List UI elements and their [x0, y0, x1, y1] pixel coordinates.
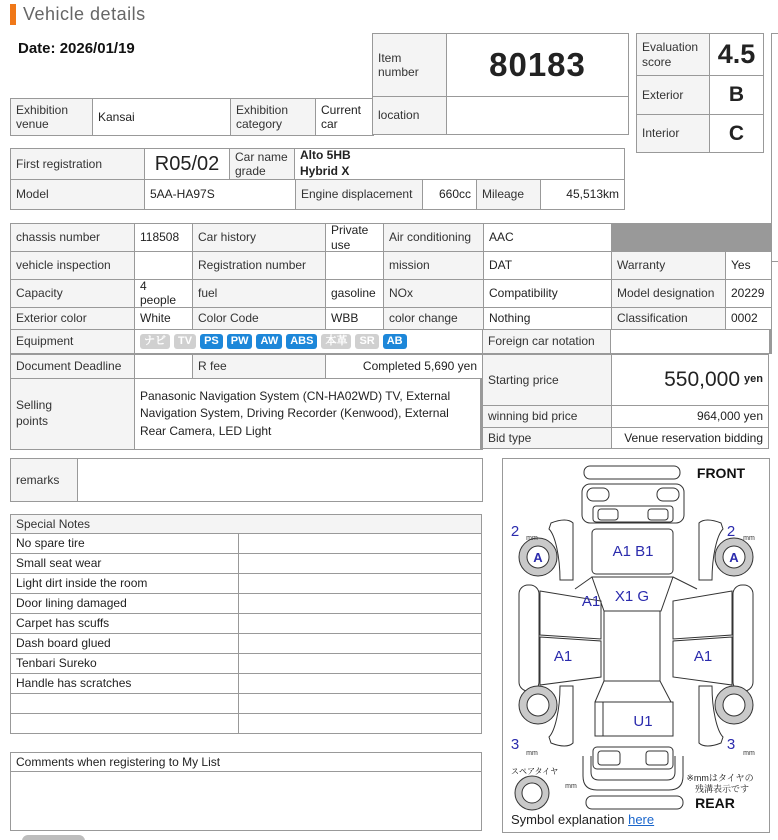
- color-change-value: Nothing: [484, 308, 611, 329]
- mm-note-line1: ※mmはタイヤの: [686, 773, 754, 783]
- clipped-right-panel: [771, 33, 778, 262]
- symbol-explanation-link[interactable]: here: [628, 812, 655, 827]
- model-label: Model: [11, 180, 144, 209]
- registration-number-label: Registration number: [193, 252, 325, 279]
- mark-left-pillar: A1: [581, 593, 601, 610]
- document-deadline-value: [135, 355, 192, 378]
- r-fee-value: Completed 5,690 yen: [326, 355, 482, 378]
- badge-abs: ABS: [286, 334, 317, 349]
- badge-leather: 本革: [321, 334, 351, 349]
- evaluation-score-value: 4.5: [710, 34, 763, 75]
- mark-front-left-tread: 2: [510, 523, 520, 540]
- color-code-label: Color Code: [193, 308, 325, 329]
- badge-navi: ナビ: [140, 334, 170, 349]
- mark-windshield: X1 G: [614, 588, 650, 605]
- symbol-explanation: Symbol explanation here: [511, 812, 655, 827]
- badge-ps: PS: [200, 334, 223, 349]
- exhibition-table: [10, 98, 374, 136]
- fuel-value: gasoline: [326, 280, 383, 307]
- mm-unit: mm: [526, 535, 538, 542]
- mm-unit: mm: [526, 750, 538, 757]
- capacity-label: Capacity: [11, 280, 134, 307]
- special-notes-table: [10, 514, 482, 734]
- exterior-color-label: Exterior color: [11, 308, 134, 329]
- special-note-item: [11, 714, 238, 733]
- special-note-detail: [239, 534, 481, 553]
- engine-displacement-value: 660cc: [423, 180, 476, 209]
- evaluation-table: [636, 33, 764, 153]
- badge-ab: AB: [383, 334, 407, 349]
- special-note-item: Light dirt inside the room: [11, 574, 238, 593]
- mark-left-door: A1: [553, 648, 573, 665]
- mark-rear-right-tread: 3: [726, 736, 736, 753]
- mark-rear-left-tread: 3: [510, 736, 520, 753]
- mark-front-right-tread: 2: [726, 523, 736, 540]
- starting-price-value: 550,000 yen: [612, 355, 768, 405]
- special-note-item: Small seat wear: [11, 554, 238, 573]
- capacity-value: 4 people: [135, 280, 192, 307]
- air-conditioning-value: AAC: [484, 224, 611, 251]
- badge-sr: SR: [355, 334, 378, 349]
- mm-unit: mm: [565, 783, 577, 790]
- starting-price-label: Starting price: [483, 355, 611, 405]
- page-title: Vehicle details: [23, 4, 146, 24]
- color-code-value: WBB: [326, 308, 383, 329]
- foreign-car-notation-value: [611, 330, 769, 353]
- exterior-color-value: White: [135, 308, 192, 329]
- warranty-label: Warranty: [612, 252, 725, 279]
- special-note-item: Carpet has scuffs: [11, 614, 238, 633]
- badge-aw: AW: [256, 334, 282, 349]
- mileage-label: Mileage: [477, 180, 540, 209]
- mm-note-line2: 残溝表示です: [694, 784, 750, 794]
- model-value: 5AA-HA97S: [145, 180, 295, 209]
- selling-points-value: Panasonic Navigation System (CN-HA02WD) TV, External Navigation System, Driving Recorder (Kenwood), External Rear Camera, LED Light: [135, 379, 480, 449]
- mark-front-left-wheel: A: [533, 550, 543, 565]
- car-name-grade-value: Alto 5HB Hybrid X: [295, 149, 624, 179]
- location-label: location: [373, 97, 446, 134]
- color-change-label: color change: [384, 308, 483, 329]
- vehicle-inspection-value: [135, 252, 192, 279]
- registration-number-value: [326, 252, 383, 279]
- special-note-detail: [239, 674, 481, 693]
- item-number-table: [372, 33, 629, 135]
- fuel-label: fuel: [193, 280, 325, 307]
- special-note-detail: [239, 634, 481, 653]
- mark-front-right-wheel: A: [729, 550, 739, 565]
- mark-trunk: U1: [633, 713, 653, 730]
- bid-type-value: Venue reservation bidding: [612, 428, 768, 448]
- chassis-number-value: 118508: [135, 224, 192, 251]
- equipment-badges: [135, 330, 482, 353]
- special-note-item: Handle has scratches: [11, 674, 238, 693]
- badge-pw: PW: [227, 334, 253, 349]
- clipped-bottom-button[interactable]: [22, 835, 85, 840]
- nox-value: Compatibility: [484, 280, 611, 307]
- auction-date: Date: 2026/01/19: [18, 40, 135, 57]
- vehicle-diagram: [503, 459, 769, 811]
- comments-value: [11, 772, 481, 830]
- model-designation-value: 20229: [726, 280, 771, 307]
- warranty-value: Yes: [726, 252, 771, 279]
- comments-title: Comments when registering to My List: [11, 753, 481, 771]
- exhibition-category-value: Current car: [316, 99, 373, 135]
- first-registration-value: R05/02: [145, 149, 229, 179]
- car-history-value: Private use: [326, 224, 383, 251]
- special-note-detail: [239, 694, 481, 713]
- special-note-detail: [239, 714, 481, 733]
- mm-unit: mm: [743, 535, 755, 542]
- exhibition-venue-label: Exhibition venue: [11, 99, 92, 135]
- document-deadline-label: Document Deadline: [11, 355, 134, 378]
- exhibition-category-label: Exhibition category: [231, 99, 315, 135]
- r-fee-label: R fee: [193, 355, 325, 378]
- mark-hood: A1 B1: [612, 543, 654, 560]
- mileage-value: 45,513km: [541, 180, 624, 209]
- exterior-grade-label: Exterior: [637, 76, 709, 114]
- evaluation-score-label: Evaluation score: [637, 34, 709, 75]
- item-number-label: Item number: [373, 34, 446, 96]
- special-note-item: Dash board glued: [11, 634, 238, 653]
- model-designation-label: Model designation: [612, 280, 725, 307]
- remarks-table: [10, 458, 483, 502]
- special-note-detail: [239, 554, 481, 573]
- chassis-number-label: chassis number: [11, 224, 134, 251]
- remarks-label: remarks: [11, 459, 77, 501]
- air-conditioning-label: Air conditioning: [384, 224, 483, 251]
- spare-tire-label: スペアタイヤ: [511, 767, 559, 776]
- car-history-label: Car history: [193, 224, 325, 251]
- interior-grade-label: Interior: [637, 115, 709, 152]
- page-header: [10, 4, 146, 25]
- interior-grade-value: C: [710, 115, 763, 152]
- special-note-item: Tenbari Sureko: [11, 654, 238, 673]
- price-block: [482, 354, 769, 449]
- foreign-car-notation-label: Foreign car notation: [483, 330, 610, 353]
- damage-diagram-panel: [502, 458, 770, 833]
- special-note-detail: [239, 614, 481, 633]
- special-note-item: [11, 694, 238, 713]
- rear-label: REAR: [695, 795, 735, 811]
- exterior-grade-value: B: [710, 76, 763, 114]
- location-value: [447, 97, 628, 134]
- special-note-item: No spare tire: [11, 534, 238, 553]
- exhibition-venue-value: Kansai: [93, 99, 230, 135]
- special-note-item: Door lining damaged: [11, 594, 238, 613]
- classification-value: 0002: [726, 308, 771, 329]
- badge-tv: TV: [174, 334, 196, 349]
- winning-bid-price-label: winning bid price: [483, 406, 611, 427]
- engine-displacement-label: Engine displacement: [296, 180, 422, 209]
- mission-label: mission: [384, 252, 483, 279]
- winning-bid-price-value: 964,000 yen: [612, 406, 768, 427]
- selling-points-label: Selling points: [11, 379, 134, 449]
- vehicle-inspection-label: vehicle inspection: [11, 252, 134, 279]
- vehicle-spec-table: [10, 223, 772, 450]
- remarks-value: [78, 459, 482, 501]
- special-note-detail: [239, 654, 481, 673]
- special-note-detail: [239, 574, 481, 593]
- mark-right-door: A1: [693, 648, 713, 665]
- comments-table: [10, 752, 482, 831]
- accent-bar-icon: [10, 4, 16, 25]
- nox-label: NOx: [384, 280, 483, 307]
- equipment-label: Equipment: [11, 330, 134, 353]
- registration-table: [10, 148, 625, 210]
- item-number-value: 80183: [447, 34, 628, 96]
- mm-unit: mm: [743, 750, 755, 757]
- front-label: FRONT: [696, 465, 746, 481]
- car-name-grade-label: Car name grade: [230, 149, 294, 179]
- classification-label: Classification: [612, 308, 725, 329]
- special-notes-title: Special Notes: [11, 515, 481, 533]
- first-registration-label: First registration: [11, 149, 144, 179]
- bid-type-label: Bid type: [483, 428, 611, 448]
- deadline-selling-block: [10, 354, 483, 450]
- special-note-detail: [239, 594, 481, 613]
- mission-value: DAT: [484, 252, 611, 279]
